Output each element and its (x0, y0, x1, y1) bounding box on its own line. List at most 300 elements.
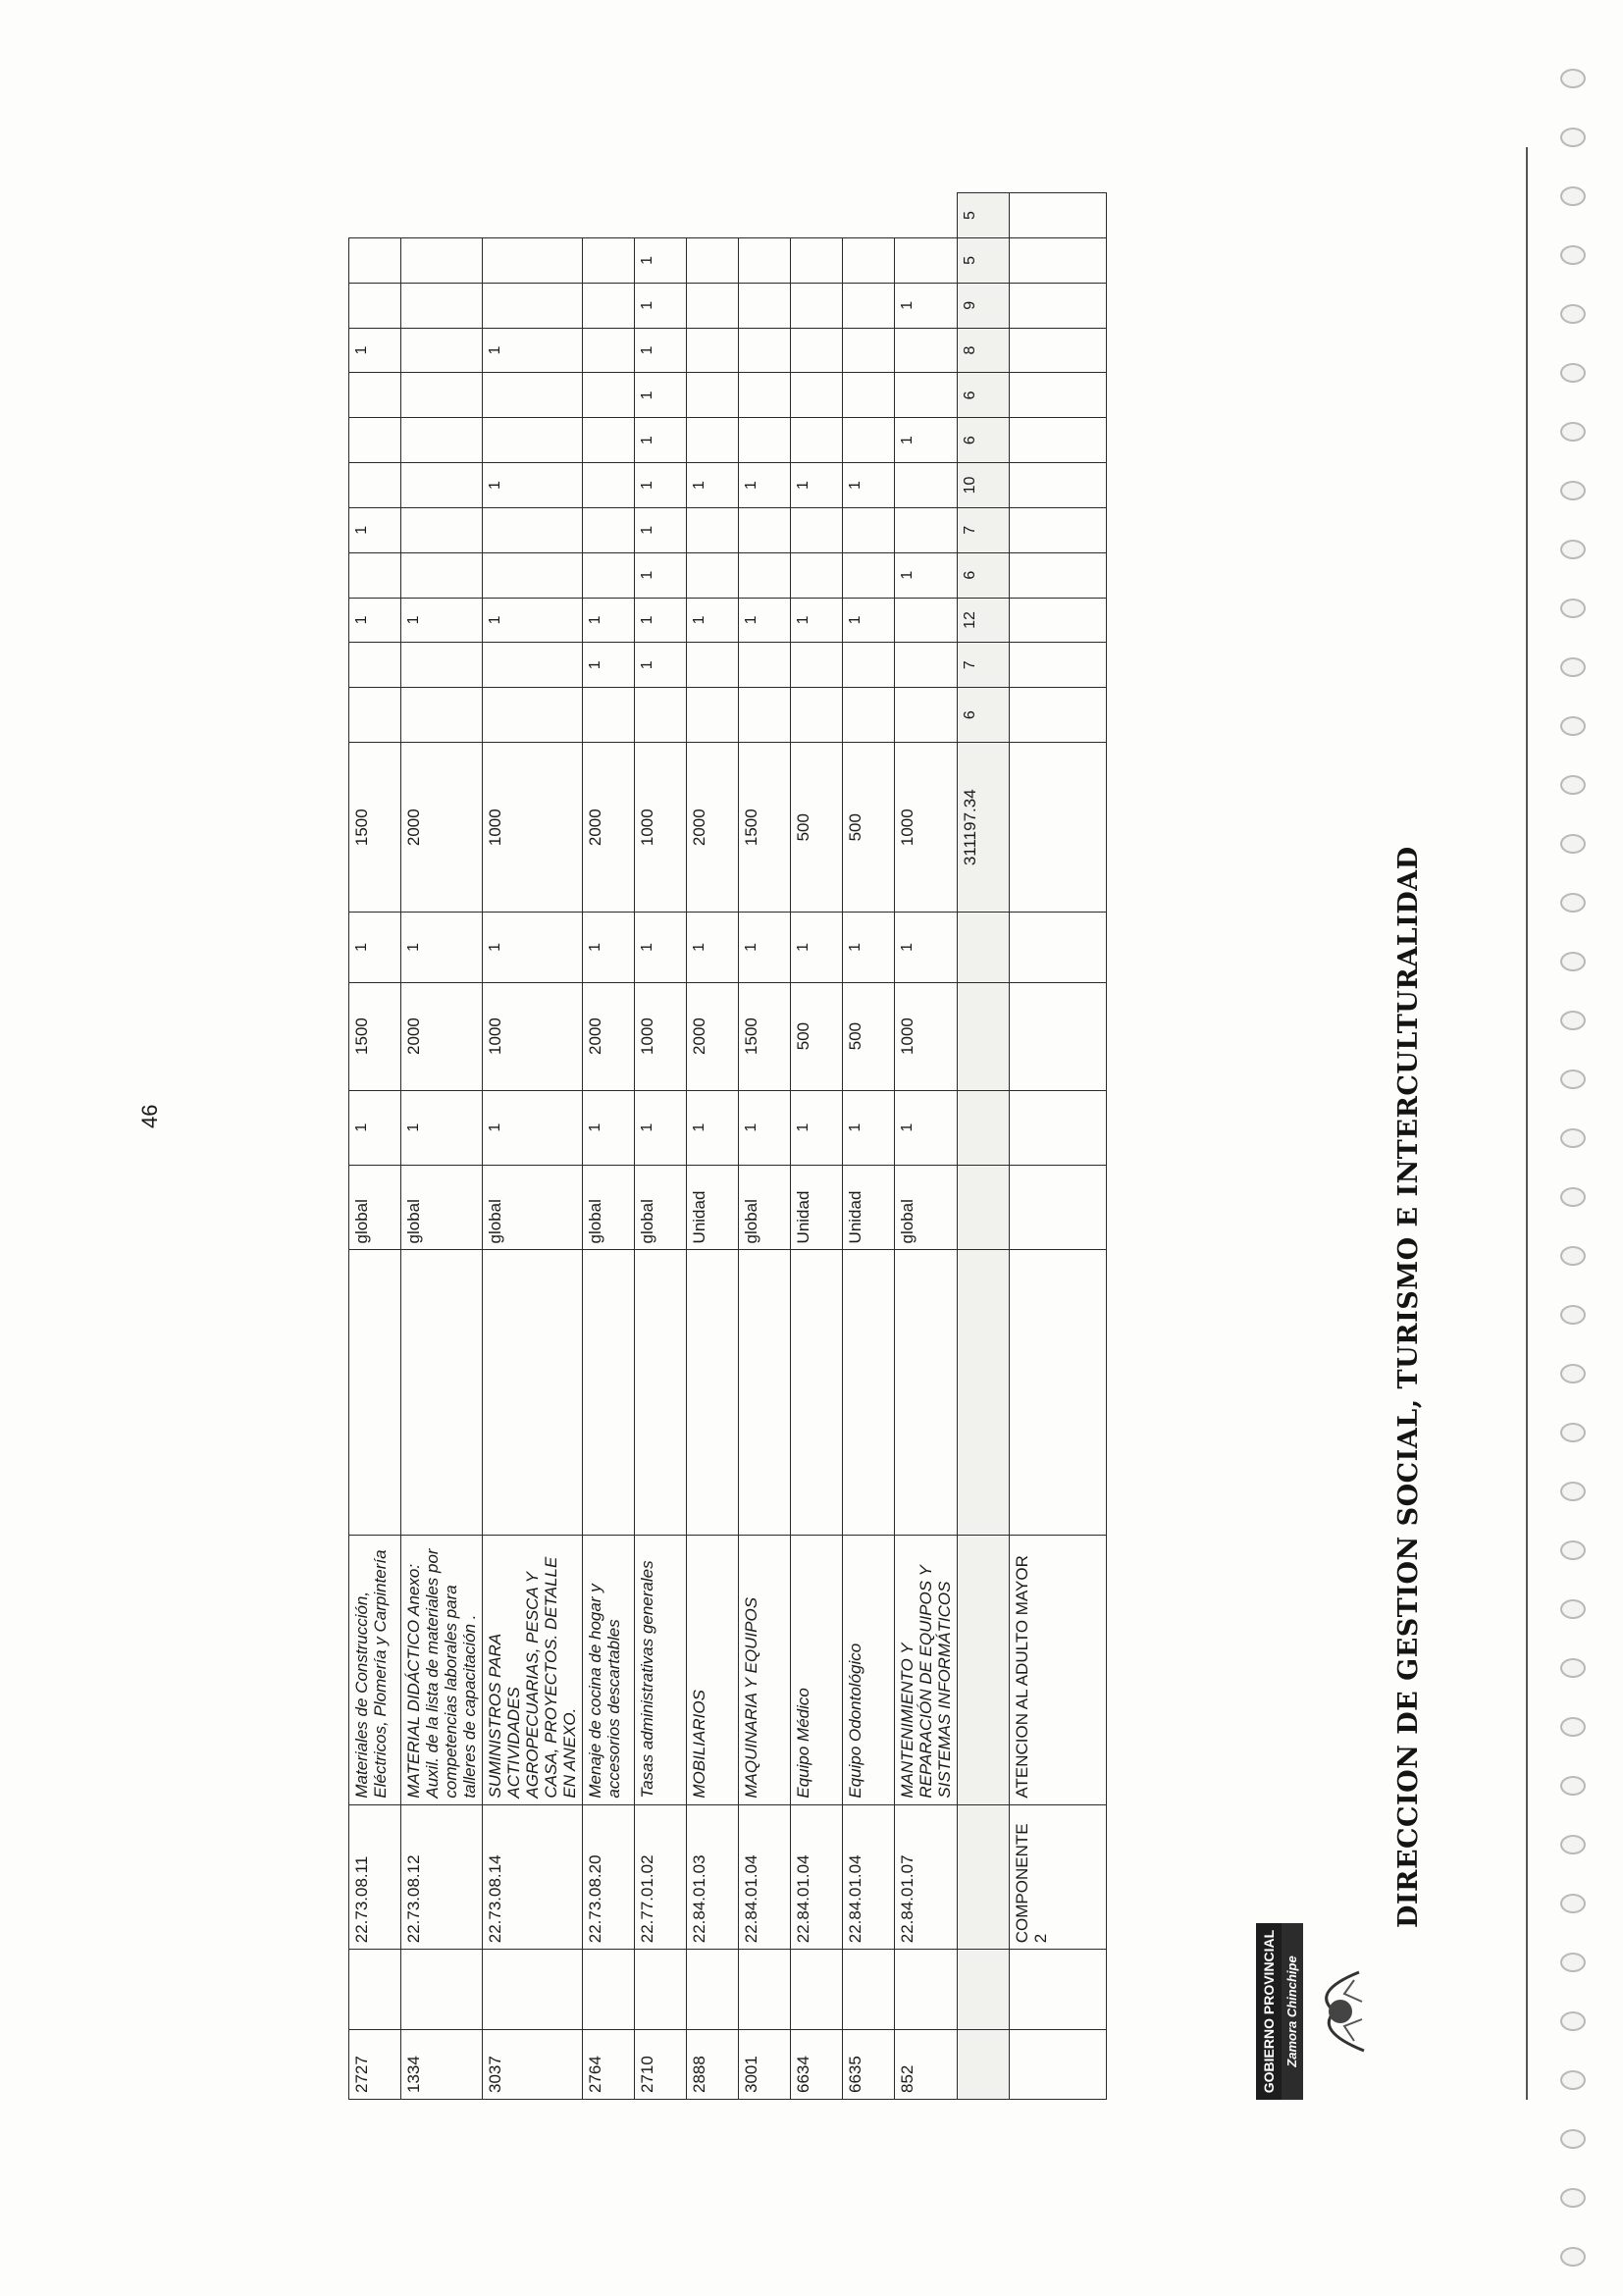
empty-cell (1010, 743, 1107, 913)
item-description: Materiales de Construcción, Eléctricos, Plomería y Carpintería (349, 1535, 401, 1804)
binding-hole (1560, 599, 1586, 618)
empty-cell (1010, 1950, 1107, 2029)
month-cell (583, 507, 635, 552)
quantity-2: 1 (635, 913, 687, 982)
month-cell (349, 238, 401, 284)
unit: global (739, 1165, 791, 1250)
month-cell: 1 (895, 283, 958, 328)
binding-hole (1560, 1128, 1586, 1148)
month-cell (739, 238, 791, 284)
empty-cell (958, 1950, 1010, 2029)
month-cell (739, 643, 791, 688)
unit-price: 500 (843, 982, 895, 1090)
month-cell (349, 418, 401, 463)
item-description: MAQUINARIA Y EQUIPOS (739, 1535, 791, 1804)
empty-cell (1010, 193, 1107, 238)
month-cell (739, 283, 791, 328)
item-code: 2710 (635, 2029, 687, 2099)
month-total: 5 (958, 193, 1010, 238)
item-code: 2727 (349, 2029, 401, 2099)
binding-hole (1560, 1482, 1586, 1501)
unit: global (349, 1165, 401, 1250)
month-cell (843, 283, 895, 328)
table-row (687, 193, 739, 2100)
month-cell (401, 552, 483, 598)
table-row (843, 193, 895, 2100)
month-cell (895, 507, 958, 552)
budget-line: 22.84.01.04 (843, 1804, 895, 1950)
unit-price: 2000 (687, 982, 739, 1090)
month-cell: 1 (635, 552, 687, 598)
month-cell (401, 507, 483, 552)
item-description: Tasas administrativas generales (635, 1535, 687, 1804)
item-description: Menaje de cocina de hogar y accesorios descartables (583, 1535, 635, 1804)
binding-hole (1560, 1540, 1586, 1560)
empty-cell (401, 1950, 483, 2029)
empty-cell (843, 1250, 895, 1535)
empty-cell (1010, 643, 1107, 688)
month-cell: 1 (635, 238, 687, 284)
month-cell (483, 238, 583, 284)
empty-cell (958, 1250, 1010, 1535)
month-cell: 1 (635, 643, 687, 688)
empty-cell (1010, 598, 1107, 643)
item-code: 3037 (483, 2029, 583, 2099)
month-total: 8 (958, 328, 1010, 373)
logo-emblem-icon (1305, 1962, 1372, 2061)
empty-cell (635, 1950, 687, 2029)
binding-hole (1560, 422, 1586, 442)
item-code: 6635 (843, 2029, 895, 2099)
month-cell: 1 (739, 463, 791, 508)
table-row (635, 193, 687, 2100)
month-cell (401, 688, 483, 743)
binding-hole (1560, 1070, 1586, 1089)
month-cell (843, 552, 895, 598)
empty-cell (635, 1250, 687, 1535)
month-cell (583, 688, 635, 743)
month-cell: 1 (635, 507, 687, 552)
month-cell (687, 688, 739, 743)
binding-hole (1560, 1423, 1586, 1442)
empty-cell (1010, 238, 1107, 284)
binding-holes (1541, 0, 1599, 2296)
item-description: MANTENIMIENTO Y REPARACIÓN DE EQUIPOS Y SISTEMAS INFORMÁTICOS (895, 1535, 958, 1804)
month-cell: 1 (349, 598, 401, 643)
month-cell: 1 (583, 598, 635, 643)
total-value: 1000 (895, 743, 958, 913)
page-number: 46 (137, 1104, 162, 1128)
component-label: COMPONENTE 2 (1010, 1804, 1107, 1950)
binding-hole (1560, 69, 1586, 88)
quantity-2: 1 (895, 913, 958, 982)
binding-hole (1560, 1187, 1586, 1207)
empty-cell (895, 1250, 958, 1535)
month-cell: 1 (349, 328, 401, 373)
empty-cell (958, 1165, 1010, 1250)
empty-cell (401, 1250, 483, 1535)
empty-cell (349, 1250, 401, 1535)
binding-hole (1560, 1776, 1586, 1796)
empty-cell (1010, 913, 1107, 982)
month-cell (401, 238, 483, 284)
empty-cell (843, 1950, 895, 2029)
budget-table (348, 192, 1107, 2100)
month-cell (687, 507, 739, 552)
empty-cell (958, 982, 1010, 1090)
month-cell (739, 373, 791, 418)
month-cell (401, 328, 483, 373)
month-cell (583, 328, 635, 373)
month-cell (791, 238, 843, 284)
month-cell (687, 418, 739, 463)
unit: Unidad (791, 1165, 843, 1250)
empty-cell (958, 1090, 1010, 1165)
month-cell (895, 373, 958, 418)
budget-line: 22.73.08.12 (401, 1804, 483, 1950)
unit-price: 1000 (635, 982, 687, 1090)
binding-rule (1526, 147, 1528, 2100)
unit-price: 1000 (895, 982, 958, 1090)
total-value: 1500 (739, 743, 791, 913)
month-cell (349, 373, 401, 418)
month-cell (895, 688, 958, 743)
month-cell: 1 (401, 598, 483, 643)
binding-hole (1560, 128, 1586, 147)
binding-hole (1560, 775, 1586, 795)
quantity-2: 1 (791, 913, 843, 982)
unit: Unidad (687, 1165, 739, 1250)
month-cell (483, 552, 583, 598)
binding-hole (1560, 1011, 1586, 1030)
binding-hole (1560, 1599, 1586, 1619)
empty-cell (583, 1250, 635, 1535)
month-cell (349, 688, 401, 743)
binding-hole (1560, 1364, 1586, 1383)
month-cell (583, 418, 635, 463)
quantity: 1 (483, 1090, 583, 1165)
total-value: 1000 (483, 743, 583, 913)
empty-cell (1010, 328, 1107, 373)
quantity: 1 (583, 1090, 635, 1165)
unit-price: 500 (791, 982, 843, 1090)
empty-cell (1010, 1165, 1107, 1250)
month-total: 6 (958, 552, 1010, 598)
month-cell (843, 238, 895, 284)
month-cell: 1 (687, 598, 739, 643)
binding-hole (1560, 952, 1586, 971)
month-cell: 1 (635, 328, 687, 373)
month-cell: 1 (843, 463, 895, 508)
total-value: 2000 (401, 743, 483, 913)
binding-hole (1560, 1835, 1586, 1854)
month-cell (349, 643, 401, 688)
table-row (791, 193, 843, 2100)
unit-price: 2000 (583, 982, 635, 1090)
quantity-2: 1 (687, 913, 739, 982)
unit-price: 1500 (349, 982, 401, 1090)
month-cell (483, 283, 583, 328)
empty-cell (1010, 463, 1107, 508)
empty-cell (1010, 507, 1107, 552)
item-description: MOBILIARIOS (687, 1535, 739, 1804)
quantity: 1 (349, 1090, 401, 1165)
item-code: 6634 (791, 2029, 843, 2099)
empty-cell (958, 913, 1010, 982)
binding-hole (1560, 893, 1586, 913)
month-cell (791, 328, 843, 373)
binding-hole (1560, 481, 1586, 500)
month-cell: 1 (895, 418, 958, 463)
item-code: 2764 (583, 2029, 635, 2099)
item-code: 852 (895, 2029, 958, 2099)
empty-cell (1010, 1090, 1107, 1165)
month-cell (791, 283, 843, 328)
component-name: ATENCION AL ADULTO MAYOR (1010, 1535, 1107, 1804)
month-cell: 1 (483, 463, 583, 508)
empty-cell (483, 1950, 583, 2029)
month-cell (895, 328, 958, 373)
table-row (401, 193, 483, 2100)
binding-hole (1560, 245, 1586, 265)
binding-hole (1560, 1953, 1586, 1972)
totals-row (958, 193, 1010, 2100)
total-value: 2000 (687, 743, 739, 913)
month-cell (583, 283, 635, 328)
unit: Unidad (843, 1165, 895, 1250)
budget-line: 22.73.08.14 (483, 1804, 583, 1950)
item-code: 1334 (401, 2029, 483, 2099)
binding-hole (1560, 363, 1586, 383)
total-value: 500 (843, 743, 895, 913)
month-cell (483, 418, 583, 463)
item-description: Equipo Médico (791, 1535, 843, 1804)
empty-cell (1010, 373, 1107, 418)
empty-cell (687, 1950, 739, 2029)
month-cell (401, 463, 483, 508)
month-cell: 1 (791, 598, 843, 643)
month-cell (739, 328, 791, 373)
month-cell: 1 (635, 463, 687, 508)
unit: global (483, 1165, 583, 1250)
table-row (895, 193, 958, 2100)
budget-line: 22.84.01.07 (895, 1804, 958, 1950)
quantity-2: 1 (583, 913, 635, 982)
month-cell (791, 552, 843, 598)
empty-cell (958, 1535, 1010, 1804)
month-cell: 1 (635, 418, 687, 463)
table-row (483, 193, 583, 2100)
unit-price: 2000 (401, 982, 483, 1090)
item-description: SUMINISTROS PARA ACTIVIDADES AGROPECUARIAS, PESCA Y CASA, PROYECTOS. DETALLE EN ANEXO. (483, 1535, 583, 1804)
month-cell (791, 418, 843, 463)
month-cell (687, 238, 739, 284)
table-row (349, 193, 401, 2100)
month-total: 6 (958, 688, 1010, 743)
quantity: 1 (401, 1090, 483, 1165)
month-cell (687, 328, 739, 373)
binding-hole (1560, 1658, 1586, 1678)
month-cell: 1 (483, 328, 583, 373)
month-cell (687, 283, 739, 328)
month-cell (349, 552, 401, 598)
empty-cell (739, 1250, 791, 1535)
month-cell: 1 (739, 598, 791, 643)
quantity-2: 1 (483, 913, 583, 982)
empty-cell (1010, 2029, 1107, 2099)
binding-hole (1560, 2188, 1586, 2208)
month-total: 6 (958, 418, 1010, 463)
month-cell (843, 328, 895, 373)
month-cell (739, 418, 791, 463)
government-logo (1256, 1923, 1374, 2100)
budget-line: 22.84.01.04 (739, 1804, 791, 1950)
month-cell (583, 373, 635, 418)
budget-line: 22.73.08.20 (583, 1804, 635, 1950)
unit: global (583, 1165, 635, 1250)
month-cell (895, 463, 958, 508)
month-cell (791, 688, 843, 743)
month-cell (583, 238, 635, 284)
quantity: 1 (843, 1090, 895, 1165)
month-cell (739, 507, 791, 552)
empty-cell (791, 1250, 843, 1535)
quantity: 1 (895, 1090, 958, 1165)
table-row (583, 193, 635, 2100)
month-cell (843, 643, 895, 688)
month-cell: 1 (583, 643, 635, 688)
total-value: 2000 (583, 743, 635, 913)
month-cell (349, 283, 401, 328)
quantity-2: 1 (349, 913, 401, 982)
quantity: 1 (739, 1090, 791, 1165)
item-code: 2888 (687, 2029, 739, 2099)
month-cell: 1 (635, 373, 687, 418)
month-total: 12 (958, 598, 1010, 643)
month-cell: 1 (791, 463, 843, 508)
empty-cell (687, 1250, 739, 1535)
month-cell (791, 507, 843, 552)
binding-hole (1560, 1894, 1586, 1913)
binding-hole (1560, 657, 1586, 677)
empty-cell (1010, 283, 1107, 328)
binding-hole (1560, 2011, 1586, 2031)
item-code: 3001 (739, 2029, 791, 2099)
month-cell: 1 (635, 283, 687, 328)
binding-hole (1560, 1246, 1586, 1266)
total-value: 500 (791, 743, 843, 913)
month-cell (483, 643, 583, 688)
logo-line2: Zamora Chinchipe (1282, 1923, 1303, 2100)
binding-hole (1560, 304, 1586, 324)
month-cell (583, 552, 635, 598)
empty-cell (1010, 552, 1107, 598)
unit: global (401, 1165, 483, 1250)
empty-cell (349, 1950, 401, 2029)
month-cell (843, 507, 895, 552)
month-cell (349, 463, 401, 508)
month-cell (483, 507, 583, 552)
budget-line: 22.84.01.04 (791, 1804, 843, 1950)
empty-cell (483, 1250, 583, 1535)
budget-line: 22.84.01.03 (687, 1804, 739, 1950)
month-total: 5 (958, 238, 1010, 284)
month-cell (791, 643, 843, 688)
unit: global (895, 1165, 958, 1250)
unit-price: 1500 (739, 982, 791, 1090)
month-cell: 1 (843, 598, 895, 643)
binding-hole (1560, 2129, 1586, 2149)
empty-cell (1010, 418, 1107, 463)
month-cell (583, 463, 635, 508)
binding-hole (1560, 540, 1586, 559)
month-total: 7 (958, 643, 1010, 688)
month-cell (483, 373, 583, 418)
month-cell: 1 (895, 552, 958, 598)
unit-price: 1000 (483, 982, 583, 1090)
month-cell (687, 373, 739, 418)
month-cell (687, 643, 739, 688)
quantity-2: 1 (401, 913, 483, 982)
page-title: DIRECCION DE GESTION SOCIAL, TURISMO E INTERCULTURALIDAD (1393, 846, 1424, 1928)
binding-hole (1560, 2070, 1586, 2090)
empty-cell (958, 1804, 1010, 1950)
month-cell (401, 418, 483, 463)
empty-cell (958, 2029, 1010, 2099)
month-cell: 1 (635, 598, 687, 643)
month-cell (401, 283, 483, 328)
binding-hole (1560, 1717, 1586, 1737)
total-value: 1000 (635, 743, 687, 913)
empty-cell (739, 1950, 791, 2029)
quantity-2: 1 (843, 913, 895, 982)
empty-cell (895, 1950, 958, 2029)
quantity: 1 (687, 1090, 739, 1165)
budget-line: 22.73.08.11 (349, 1804, 401, 1950)
month-cell (843, 688, 895, 743)
empty-cell (791, 1950, 843, 2029)
month-cell (895, 238, 958, 284)
component-row (1010, 193, 1107, 2100)
month-cell (739, 552, 791, 598)
binding-hole (1560, 834, 1586, 854)
month-cell (687, 552, 739, 598)
month-total: 6 (958, 373, 1010, 418)
month-total: 9 (958, 283, 1010, 328)
table-row (739, 193, 791, 2100)
month-cell (635, 688, 687, 743)
month-cell (401, 643, 483, 688)
empty-cell (1010, 688, 1107, 743)
quantity: 1 (635, 1090, 687, 1165)
month-cell (483, 688, 583, 743)
month-cell (739, 688, 791, 743)
binding-hole (1560, 1305, 1586, 1325)
month-cell (895, 598, 958, 643)
month-cell: 1 (687, 463, 739, 508)
month-cell: 1 (349, 507, 401, 552)
logo-line1: GOBIERNO PROVINCIAL (1256, 1923, 1282, 2100)
month-cell (791, 373, 843, 418)
quantity: 1 (791, 1090, 843, 1165)
binding-hole (1560, 716, 1586, 736)
month-cell (401, 373, 483, 418)
month-cell: 1 (483, 598, 583, 643)
month-cell (843, 373, 895, 418)
unit: global (635, 1165, 687, 1250)
total-value: 1500 (349, 743, 401, 913)
item-description: Equipo Odontológico (843, 1535, 895, 1804)
